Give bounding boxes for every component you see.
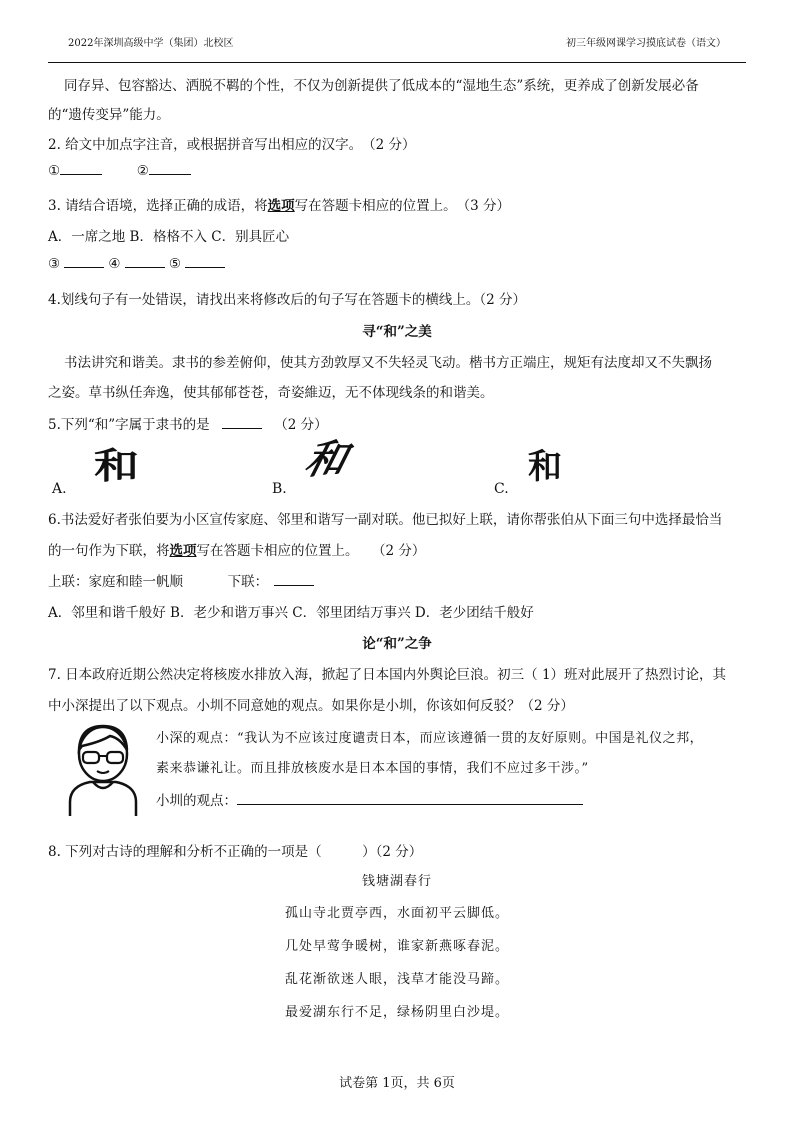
header-school: 2022年深圳高级中学（集团）北校区: [68, 38, 234, 49]
q5-option-b-label[interactable]: B.: [272, 481, 287, 497]
q5-option-a-label[interactable]: A.: [52, 481, 67, 497]
para1-line2: 的“遗传变异”能力。: [48, 107, 170, 123]
q6-options: A．邻里和谐千般好 B．老少和谐万事兴 C．邻里团结万事兴 D．老少团结千般好: [48, 605, 534, 621]
q7-view-xiaozhen: [156, 789, 583, 809]
section1-title: 寻“和”之美: [362, 324, 432, 340]
q5-option-c-label[interactable]: C.: [494, 481, 509, 497]
q7-answer-line[interactable]: [237, 804, 583, 805]
q6-line1: 6.书法爱好者张伯要为小区宣传家庭、邻里和谐写一副对联。他已拟好上联，请你帮张伯从下面三句中选择最恰当: [48, 512, 723, 528]
q5-blank[interactable]: [222, 428, 262, 429]
poem-line-4: 最爱湖东行不足，绿杨阴里白沙堤。: [284, 1005, 509, 1020]
q3-blank5-label: ⑤: [168, 256, 181, 272]
q2-blank1[interactable]: [60, 174, 102, 175]
q6-line2: [48, 539, 425, 559]
q3-keyword: 选项: [267, 198, 295, 214]
student-avatar-icon: [60, 716, 146, 816]
q5-text: [48, 413, 328, 433]
q3-text-pre: 3. 请结合语境，选择正确的成语，将: [48, 198, 268, 214]
poem-line-2: 几处早莺争暖树，谁家新燕啄春泥。: [284, 939, 509, 954]
q5-option-b-char: 和: [300, 436, 352, 483]
section1-line2: 之姿。草书纵任奔逸，使其郁郁苍苍，奇姿維迈，无不体现线条的和谐美。: [48, 385, 494, 401]
q7-view-xiaoshen-line2: 素来恭谦礼让。而且排放核废水是日本本国的事情，我们不应过多干涉。”: [156, 761, 589, 776]
page-footer: 试卷第 1页，共 6页: [339, 1076, 455, 1091]
q2-text: 2. 给文中加点字注音，或根据拼音写出相应的汉字。 （2 分）: [48, 137, 416, 153]
para1-line1: 同存异、包容豁达、洒脱不羁的个性，不仅为创新提供了低成本的“湿地生态”系统，更养成了创新发展必备: [64, 78, 699, 94]
q8-text: 8. 下列对古诗的理解和分析不正确的一项是（ ）（2 分）: [48, 844, 423, 860]
q3-blank3[interactable]: [64, 267, 104, 268]
q3-blank5[interactable]: [185, 267, 225, 268]
q7-view-xiaoshen-line1: 小深的观点：“我认为不应该过度谴责日本，而应该遵循一贯的友好原则。中国是礼仪之邦，: [156, 731, 704, 746]
q2-blank2-label: ②: [136, 163, 149, 179]
q5-score: （2 分）: [274, 417, 328, 433]
q5-option-c-char: 和: [528, 447, 562, 487]
section1-line1: 书法讲究和谐美。隶书的参差俯仰，使其方劲敦厚又不失轻灵飞动。楷书方正端庄，规矩有法度却又不失飘扬: [64, 355, 712, 371]
q3-blank4-label: ④: [108, 256, 121, 272]
header-rule: [48, 62, 746, 63]
q5-question: 5.下列“和”字属于隶书的是: [48, 417, 210, 433]
q3-blank3-label: ③: [48, 256, 61, 272]
q3-options: A．一席之地 B．格格不入 C．别具匠心: [48, 229, 290, 245]
poem-title: 钱塘湖春行: [361, 874, 432, 889]
q7-line2: 中小深提出了以下观点。小圳不同意她的观点。如果你是小圳，你该如何反驳？（2 分）: [48, 698, 574, 714]
q3-blank4[interactable]: [125, 267, 165, 268]
poem-line-1: 孤山寺北贾亭西，水面初平云脚低。: [284, 906, 509, 921]
q3-text: [48, 194, 510, 214]
q4-text: 4.划线句子有一处错误，请找出来将修改后的句子写在答题卡的横线上。（2 分）: [48, 292, 527, 308]
q6-keyword: 选项: [169, 543, 197, 559]
q7-line1: 7. 日本政府近期公然决定将核废水排放入海，掀起了日本国内外舆论巨浪。初三（ 1）班对此展开了热烈讨论，其: [48, 667, 727, 683]
q6-xialian-label: 下联：: [227, 574, 269, 590]
q3-text-post: 写在答题卡相应的位置上。 （3 分）: [294, 198, 511, 214]
q2-blank2[interactable]: [149, 174, 191, 175]
poem-line-3: 乱花渐欲迷人眼，浅草才能没马蹄。: [284, 972, 509, 987]
section2-title: 论“和”之争: [362, 636, 432, 652]
q7-view-xiaozhen-label: 小圳的观点：: [156, 793, 237, 809]
q2-blanks: [48, 163, 191, 179]
q6-line2-post: 写在答题卡相应的位置上。 （2 分）: [196, 543, 426, 559]
q6-couplet: [48, 570, 314, 590]
header-exam-title: 初三年级网课学习摸底试卷（语文）: [566, 38, 726, 49]
q6-line2-pre: 的一句作为下联，将: [48, 543, 170, 559]
q5-option-a-char: 和: [94, 445, 140, 487]
q6-shanglian: 上联：家庭和睦一帆顺: [48, 574, 183, 590]
q2-blank1-label: ①: [48, 163, 61, 179]
q6-xialian-blank[interactable]: [274, 585, 314, 586]
q3-blanks: [48, 256, 225, 272]
